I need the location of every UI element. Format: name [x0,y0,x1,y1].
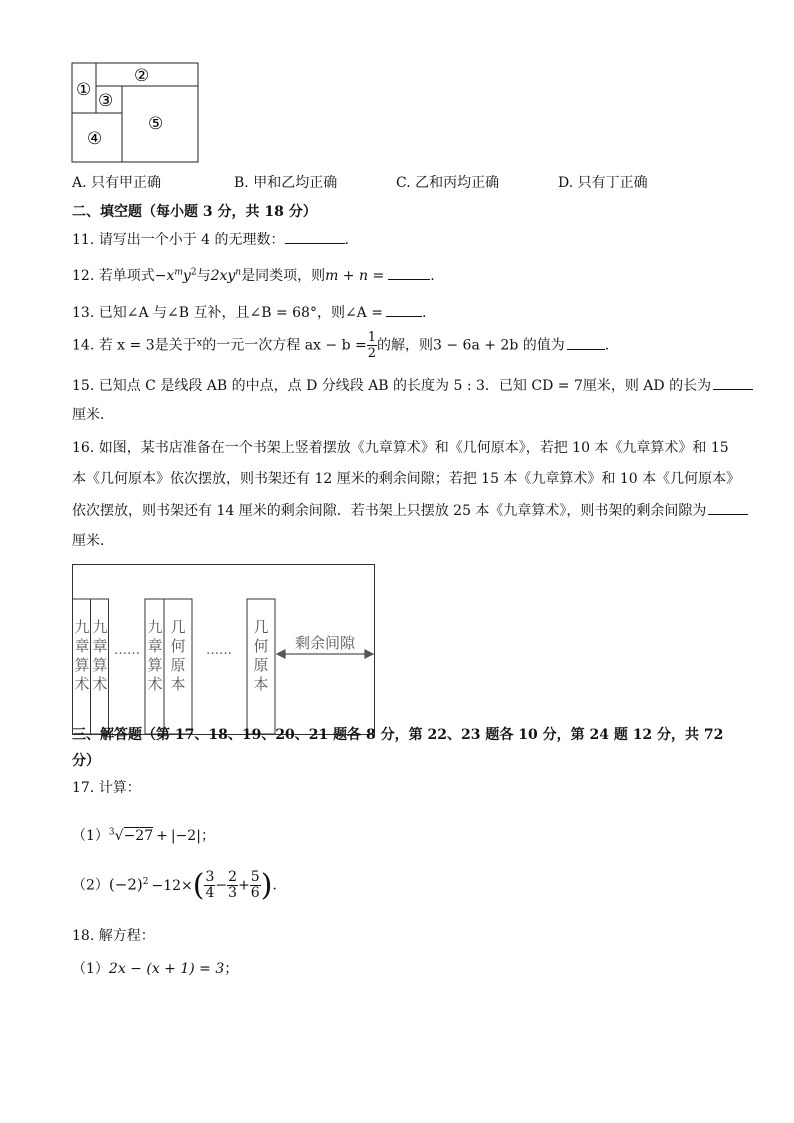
q12-y: y [182,268,191,284]
shelf-dots-2: …… [206,643,232,658]
q17-p2-label: （2） [72,877,109,894]
q17-f1-den: 4 [205,885,215,901]
section-3-title-line1: 三、解答题（第 17、18、19、20、21 题各 8 分，第 22、23 题各 10 分，第 24 题 12 分，共 72 [72,727,724,743]
option-d: D. 只有丁正确 [558,175,648,191]
book1-char-1: 九 [74,618,90,636]
book3-char-3: 算 [147,656,163,674]
question-16-line3 [72,500,748,520]
q12-answer-blank [388,265,430,280]
book3-char-2: 章 [147,637,163,655]
q17-p1-end: ； [200,828,215,844]
q17-p1-root-index: 3 [108,827,115,838]
question-16-line4: 厘米． [72,533,114,549]
q18-p1-expr: 2x − (x + 1) = 3 [108,961,225,977]
q11-answer-blank [285,229,345,244]
q12-end: . [430,268,435,284]
q15-answer-blank [713,375,753,390]
book2-char-3: 算 [92,656,108,674]
q14-var: x [196,337,203,349]
question-17-title: 17. 计算： [72,780,141,796]
q18-p1-label: （1） [72,961,109,977]
gap-label: 剩余间隙 [294,634,356,652]
book4-char-3: 原 [170,656,186,674]
book2-char-4: 术 [92,675,108,693]
q12-exp-2: 2 [190,267,197,278]
book5-char-4: 本 [253,675,269,693]
question-18-part1 [72,958,238,978]
q12-mono1: −x [154,268,175,284]
region-4-label: ④ [87,129,103,149]
book1-char-2: 章 [74,637,90,655]
book5-char-3: 原 [253,656,269,674]
q16-line3-text: 依次摆放，则书架还有 14 厘米的剩余间隙．若书架上只摆放 25 本《九章算术》，则书架的剩余间隙为 [72,503,707,519]
book4-char-2: 何 [170,637,186,655]
book4-char-1: 几 [170,618,186,636]
q17-f2-den: 3 [228,885,238,901]
q11-end: . [344,232,349,248]
book2-char-2: 章 [92,637,108,655]
question-16-line2: 本《几何原本》依次摆放，则书架还有 12 厘米的剩余间隙；若把 15 本《九章算术》和 10 本《几何原本》 [72,471,741,487]
q17-p2-end: ． [272,877,287,894]
q12-exp-n: n [235,267,242,278]
q14-frac-den: 2 [367,346,376,361]
q12-mono2: 2xy [210,268,236,284]
book2-char-1: 九 [92,618,108,636]
region-1-label: ① [76,80,92,100]
q17-f1-num: 3 [205,869,215,885]
q14-answer-blank [567,335,605,350]
q17-f3-num: 5 [250,869,260,885]
question-16-line1: 16. 如图，某书店准备在一个书架上竖着摆放《九章算术》和《几何原本》，若把 10 本《九章算术》和 15 [72,440,729,456]
book1-char-3: 算 [74,656,90,674]
option-b: B. 甲和乙均正确 [234,175,338,191]
q17-p1-radical: √−27 [114,828,154,844]
question-14 [72,330,609,361]
q13-end: . [421,305,427,321]
question-17-part1 [72,825,215,845]
q16-answer-blank [708,500,748,515]
q13-text: 13. 已知∠A 与∠B 互补，且∠B = 68°，则∠A = [72,305,383,321]
region-3-label: ③ [98,91,114,111]
q12-mid: 与 [196,268,211,284]
q17-p2-b: −12× [151,877,193,894]
question-12 [72,265,435,285]
bookshelf-figure [72,564,376,736]
q18-p1-end: ； [224,961,239,977]
option-c: C. 乙和丙均正确 [396,175,500,191]
q15-line1: 15. 已知点 C 是线段 AB 的中点，点 D 分线段 AB 的长度为 5 : 3．已知 CD = 7厘米，则 AD 的长为 [72,378,712,394]
section-2-title: 二、填空题（每小题 3 分，共 18 分） [72,204,317,220]
section-3-title-line2: 分） [72,753,100,769]
option-a: A. 只有甲正确 [72,175,162,191]
q14-text3: 的解，则3 − 6a + 2b 的值为 [377,337,565,354]
q17-f2-num: 2 [228,869,238,885]
question-11 [72,229,349,249]
q17-f3-den: 6 [250,885,260,901]
q14-frac-num: 1 [367,330,376,345]
book5-char-2: 何 [253,637,269,655]
book3-char-4: 术 [147,675,163,693]
book3-char-1: 九 [147,618,163,636]
q14-text2: 的一元一次方程 ax − b = [202,337,367,354]
q12-expr: m + n = [325,268,385,284]
q17-op2: + [238,877,250,894]
book5-char-1: 几 [253,618,269,636]
q14-text1: 14. 若 x = 3是关于 [72,337,197,354]
q17-p1-label: （1） [72,828,109,844]
book4-char-4: 本 [170,675,186,693]
question-17-part2: $(2)(-2)^2 -12\times$( $\frac{3}{4}$ − $\frac{2}{3}$ + $\frac{5}{6}$ )． [72,868,287,903]
q11-text: 11. 请写出一个小于 4 的无理数： [72,232,285,248]
q14-end: . [604,337,610,354]
shelf-dots-1: …… [114,643,140,658]
region-5-label: ⑤ [148,114,164,134]
q17-p2-exp: 2 [142,876,149,887]
q14-fraction [367,330,377,361]
q13-answer-blank [386,302,422,317]
book1-char-4: 术 [74,675,90,693]
q17-op1: − [215,877,228,894]
q12-exp-m: m [174,267,183,278]
q17-p2-a: (−2) [108,875,143,894]
regions-figure [70,61,202,165]
q17-p1-plus: + [156,828,168,844]
q12-prefix: 12. 若单项式 [72,268,155,284]
question-13 [72,302,426,322]
question-15-line1 [72,375,753,395]
q17-p1-abs: |−2| [170,828,201,844]
question-18-title: 18. 解方程： [72,928,155,944]
region-2-label: ② [134,66,150,86]
question-15-line2: 厘米． [72,407,114,423]
q12-mid2: 是同类项，则 [241,268,326,284]
